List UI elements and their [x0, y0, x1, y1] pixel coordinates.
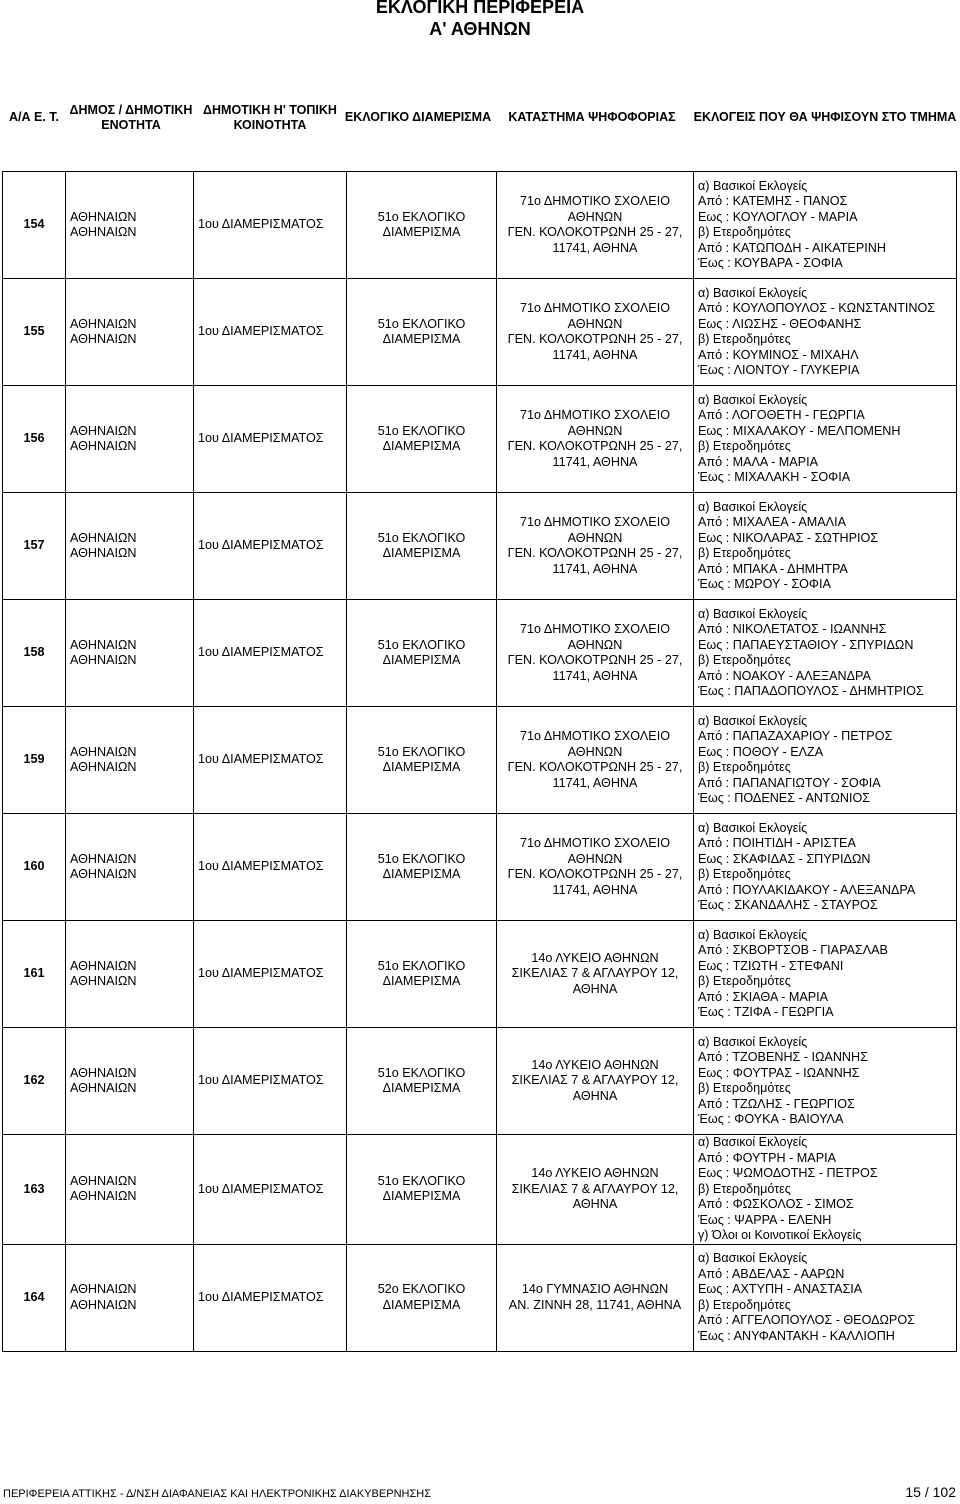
row-unit: 1ου ΔΙΑΜΕΡΙΣΜΑΤΟΣ: [194, 600, 347, 707]
table-row: [3, 1135, 957, 1245]
table-row: [3, 493, 957, 600]
electors-line: Από : ΤΖΩΛΗΣ - ΓΕΩΡΓΙΟΣ: [698, 1096, 855, 1111]
row-municipality: [66, 493, 194, 600]
electors-line: Από : ΣΚΙΑΘΑ - ΜΑΡΙΑ: [698, 989, 829, 1004]
department-line: 51ο ΕΚΛΟΓΙΚΟ: [377, 851, 466, 866]
municipality-line: ΑΘΗΝΑΙΩΝ: [70, 760, 137, 774]
row-electors: [694, 600, 957, 707]
row-electors: [694, 1135, 957, 1245]
place-line: ΑΘΗΝΩΝ: [567, 316, 623, 331]
electors-line: α) Βασικοί Εκλογείς: [698, 820, 808, 835]
row-department: [347, 1028, 497, 1135]
row-unit: 1ου ΔΙΑΜΕΡΙΣΜΑΤΟΣ: [194, 707, 347, 814]
row-municipality: [66, 1028, 194, 1135]
place-line: 11741, ΑΘΗΝΑ: [552, 561, 638, 576]
electors-line: Από : ΜΠΑΚΑ - ΔΗΜΗΤΡΑ: [698, 561, 848, 576]
electors-line: β) Ετεροδημότες: [698, 1181, 791, 1196]
electors-line: Από : ΠΑΠΑΖΑΧΑΡΙΟΥ - ΠΕΤΡΟΣ: [698, 729, 893, 743]
row-electors: [694, 386, 957, 493]
place-line: 71ο ΔΗΜΟΤΙΚΟ ΣΧΟΛΕΙΟ: [520, 729, 670, 743]
electors-line: Εως : ΠΟΘΟΥ - ΕΛΖΑ: [698, 744, 824, 759]
row-polling-place: [497, 1135, 694, 1245]
row-municipality: [66, 1135, 194, 1245]
place-line: 71ο ΔΗΜΟΤΙΚΟ ΣΧΟΛΕΙΟ: [520, 194, 670, 208]
department-line: 51ο ΕΚΛΟΓΙΚΟ: [377, 316, 466, 331]
department-line: ΔΙΑΜΕΡΙΣΜΑ: [382, 867, 461, 881]
row-polling-place: [497, 707, 694, 814]
department-line: ΔΙΑΜΕΡΙΣΜΑ: [382, 1081, 461, 1095]
table-row: [3, 1244, 957, 1351]
place-line: 11741, ΑΘΗΝΑ: [552, 882, 638, 897]
col-header-num: Α/Α Ε. Τ.: [8, 110, 60, 124]
place-line: 11741, ΑΘΗΝΑ: [552, 668, 638, 683]
municipality-line: ΑΘΗΝΑΙΩΝ: [70, 316, 137, 331]
electors-line: Από : ΑΓΓΕΛΟΠΟΥΛΟΣ - ΘΕΟΔΩΡΟΣ: [698, 1313, 915, 1327]
table-row: [3, 600, 957, 707]
electors-line: Από : ΠΟΙΗΤΙΔΗ - ΑΡΙΣΤΕΑ: [698, 836, 856, 850]
electors-line: α) Βασικοί Εκλογείς: [698, 1135, 808, 1149]
electors-line: Έως : ΨΑΡΡΑ - ΕΛΕΝΗ: [698, 1212, 832, 1227]
row-electors: [694, 707, 957, 814]
row-municipality: [66, 921, 194, 1028]
municipality-line: ΑΘΗΝΑΙΩΝ: [70, 439, 137, 453]
department-line: ΔΙΑΜΕΡΙΣΜΑ: [382, 546, 461, 560]
municipality-line: ΑΘΗΝΑΙΩΝ: [70, 1189, 137, 1204]
municipality-line: ΑΘΗΝΑΙΩΝ: [70, 1282, 137, 1296]
row-number: 158: [3, 600, 66, 707]
municipality-line: ΑΘΗΝΑΙΩΝ: [70, 1081, 137, 1095]
row-unit: 1ου ΔΙΑΜΕΡΙΣΜΑΤΟΣ: [194, 921, 347, 1028]
row-number: 164: [3, 1244, 66, 1351]
col-header-electors: ΕΚΛΟΓΕΙΣ ΠΟΥ ΘΑ ΨΗΦΙΣΟΥΝ ΣΤΟ ΤΜΗΜΑ: [693, 110, 957, 124]
place-line: ΣΙΚΕΛΙΑΣ 7 & ΑΓΛΑΥΡΟΥ 12,: [511, 1181, 679, 1196]
electors-line: Εως : ΛΙΩΣΗΣ - ΘΕΟΦΑΝΗΣ: [698, 316, 862, 331]
row-unit: 1ου ΔΙΑΜΕΡΙΣΜΑΤΟΣ: [194, 493, 347, 600]
electors-line: Έως : ΣΚΑΝΔΑΛΗΣ - ΣΤΑΥΡΟΣ: [698, 898, 878, 912]
electors-line: Έως : ΛΙΟΝΤΟΥ - ΓΛΥΚΕΡΙΑ: [698, 363, 860, 377]
place-line: ΓΕΝ. ΚΟΛΟΚΟΤΡΩΝΗ 25 - 27,: [507, 760, 683, 774]
row-number: 159: [3, 707, 66, 814]
municipality-line: ΑΘΗΝΑΙΩΝ: [70, 209, 137, 224]
row-municipality: [66, 172, 194, 279]
place-line: ΑΘΗΝΩΝ: [567, 209, 623, 224]
electors-line: β) Ετεροδημότες: [698, 653, 791, 667]
place-line: ΓΕΝ. ΚΟΛΟΚΟΤΡΩΝΗ 25 - 27,: [507, 439, 683, 453]
electors-line: α) Βασικοί Εκλογείς: [698, 285, 808, 300]
row-unit: 1ου ΔΙΑΜΕΡΙΣΜΑΤΟΣ: [194, 814, 347, 921]
place-line: 71ο ΔΗΜΟΤΙΚΟ ΣΧΟΛΕΙΟ: [520, 515, 670, 529]
row-number: 162: [3, 1028, 66, 1135]
place-line: 11741, ΑΘΗΝΑ: [552, 240, 638, 255]
row-polling-place: [497, 814, 694, 921]
department-line: ΔΙΑΜΕΡΙΣΜΑ: [382, 760, 461, 774]
department-line: 51ο ΕΚΛΟΓΙΚΟ: [377, 423, 466, 438]
row-department: [347, 172, 497, 279]
electors-line: Εως : ΝΙΚΟΛΑΡΑΣ - ΣΩΤΗΡΙΟΣ: [698, 530, 879, 545]
department-line: 52ο ΕΚΛΟΓΙΚΟ: [377, 1282, 466, 1296]
row-polling-place: [497, 1244, 694, 1351]
place-line: ΑΘΗΝΩΝ: [567, 637, 623, 652]
electors-line: Έως : ΜΩΡΟΥ - ΣΟΦΙΑ: [698, 577, 831, 591]
electors-line: α) Βασικοί Εκλογείς: [698, 499, 808, 514]
electors-line: Από : ΦΟΥΤΡΗ - ΜΑΡΙΑ: [698, 1150, 836, 1165]
electors-line: Από : ΚΟΥΛΟΠΟΥΛΟΣ - ΚΩΝΣΤΑΝΤΙΝΟΣ: [698, 301, 936, 315]
electors-line: Εως : ΨΩΜΟΔΟΤΗΣ - ΠΕΤΡΟΣ: [698, 1166, 878, 1180]
col-header-unit: ΔΗΜΟΤΙΚΗ Η' ΤΟΠΙΚΗ ΚΟΙΝΟΤΗΤΑ: [203, 102, 337, 132]
row-municipality: [66, 707, 194, 814]
place-line: 11741, ΑΘΗΝΑ: [552, 454, 638, 469]
table-row: [3, 172, 957, 279]
row-electors: [694, 172, 957, 279]
municipality-line: ΑΘΗΝΑΙΩΝ: [70, 974, 137, 988]
place-line: ΑΘΗΝΩΝ: [567, 744, 623, 759]
electors-line: Έως : ΠΑΠΑΔΟΠΟΥΛΟΣ - ΔΗΜΗΤΡΙΟΣ: [698, 684, 924, 698]
electors-line: β) Ετεροδημότες: [698, 867, 791, 881]
place-line: ΓΕΝ. ΚΟΛΟΚΟΤΡΩΝΗ 25 - 27,: [507, 225, 683, 239]
municipality-line: ΑΘΗΝΑΙΩΝ: [70, 1065, 137, 1080]
electors-line: Έως : ΜΙΧΑΛΑΚΗ - ΣΟΦΙΑ: [698, 470, 851, 484]
department-line: ΔΙΑΜΕΡΙΣΜΑ: [382, 332, 461, 346]
electors-line: Έως : ΦΟΥΚΑ - ΒΑΙΟΥΛΑ: [698, 1112, 844, 1126]
electors-line: Εως : ΦΟΥΤΡΑΣ - ΙΩΑΝΝΗΣ: [698, 1065, 860, 1080]
row-department: [347, 386, 497, 493]
col-header-municipality: ΔΗΜΟΣ / ΔΗΜΟΤΙΚΗ ΕΝΟΤΗΤΑ: [69, 102, 193, 132]
place-line: ΑΘΗΝΩΝ: [567, 530, 623, 545]
department-line: 51ο ΕΚΛΟΓΙΚΟ: [377, 637, 466, 652]
row-department: [347, 707, 497, 814]
municipality-line: ΑΘΗΝΑΙΩΝ: [70, 423, 137, 438]
municipality-line: ΑΘΗΝΑΙΩΝ: [70, 851, 137, 866]
row-department: [347, 921, 497, 1028]
department-line: ΔΙΑΜΕΡΙΣΜΑ: [382, 1297, 461, 1312]
row-electors: [694, 814, 957, 921]
municipality-line: ΑΘΗΝΑΙΩΝ: [70, 530, 137, 545]
place-line: 71ο ΔΗΜΟΤΙΚΟ ΣΧΟΛΕΙΟ: [520, 836, 670, 850]
department-line: 51ο ΕΚΛΟΓΙΚΟ: [377, 1065, 466, 1080]
electors-line: Από : ΝΙΚΟΛΕΤΑΤΟΣ - ΙΩΑΝΝΗΣ: [698, 622, 887, 636]
footer-department: ΠΕΡΙΦΕΡΕΙΑ ΑΤΤΙΚΗΣ - Δ/ΝΣΗ ΔΙΑΦΑΝΕΙΑΣ ΚΑΙ ΗΛΕΚΤΡΟΝΙΚΗΣ ΔΙΑΚΥΒΕΡΝΗΣΗΣ: [3, 1488, 432, 1500]
place-line: ΑΘΗΝΩΝ: [567, 423, 623, 438]
electors-line: Από : ΚΟΥΜΙΝΟΣ - ΜΙΧΑΗΛ: [698, 347, 859, 362]
table-row: [3, 386, 957, 493]
page-subtitle: Α' ΑΘΗΝΩΝ: [429, 19, 531, 39]
row-electors: [694, 921, 957, 1028]
place-line: ΓΕΝ. ΚΟΛΟΚΟΤΡΩΝΗ 25 - 27,: [507, 653, 683, 667]
municipality-line: ΑΘΗΝΑΙΩΝ: [70, 1173, 137, 1188]
row-polling-place: [497, 921, 694, 1028]
electors-line: Εως : ΜΙΧΑΛΑΚΟΥ - ΜΕΛΠΟΜΕΝΗ: [698, 423, 901, 438]
row-number: 161: [3, 921, 66, 1028]
department-line: ΔΙΑΜΕΡΙΣΜΑ: [382, 1189, 461, 1204]
row-unit: 1ου ΔΙΑΜΕΡΙΣΜΑΤΟΣ: [194, 279, 347, 386]
electors-line: β) Ετεροδημότες: [698, 1081, 791, 1095]
electors-line: β) Ετεροδημότες: [698, 760, 791, 774]
department-line: ΔΙΑΜΕΡΙΣΜΑ: [382, 225, 461, 239]
electors-line: Έως : ΠΟΔΕΝΕΣ - ΑΝΤΩΝΙΟΣ: [698, 791, 871, 805]
electors-line: α) Βασικοί Εκλογείς: [698, 1251, 808, 1265]
electors-line: Από : ΦΩΣΚΟΛΟΣ - ΣΙΜΟΣ: [698, 1197, 854, 1211]
electors-line: Εως : ΚΟΥΛΟΓΛΟΥ - ΜΑΡΙΑ: [698, 209, 858, 224]
table-row: [3, 707, 957, 814]
col-header-place: ΚΑΤΑΣΤΗΜΑ ΨΗΦΟΦΟΡΙΑΣ: [508, 110, 676, 124]
page-title: ΕΚΛΟΓΙΚΗ ΠΕΡΙΦΕΡΕΙΑ: [375, 0, 585, 17]
municipality-line: ΑΘΗΝΑΙΩΝ: [70, 225, 137, 239]
row-polling-place: [497, 279, 694, 386]
electors-line: Από : ΤΖΟΒΕΝΗΣ - ΙΩΑΝΝΗΣ: [698, 1050, 868, 1064]
row-electors: [694, 279, 957, 386]
municipality-line: ΑΘΗΝΑΙΩΝ: [70, 744, 137, 759]
electors-line: α) Βασικοί Εκλογείς: [698, 392, 808, 407]
row-municipality: [66, 814, 194, 921]
place-line: ΓΕΝ. ΚΟΛΟΚΟΤΡΩΝΗ 25 - 27,: [507, 332, 683, 346]
municipality-line: ΑΘΗΝΑΙΩΝ: [70, 332, 137, 346]
place-line: ΑΝ. ΖΙΝΝΗ 28, 11741, ΑΘΗΝΑ: [508, 1297, 682, 1312]
row-department: [347, 279, 497, 386]
place-line: 71ο ΔΗΜΟΤΙΚΟ ΣΧΟΛΕΙΟ: [520, 301, 670, 315]
place-line: ΑΘΗΝΩΝ: [567, 851, 623, 866]
electors-line: α) Βασικοί Εκλογείς: [698, 713, 808, 728]
row-department: [347, 1135, 497, 1245]
place-line: 11741, ΑΘΗΝΑ: [552, 775, 638, 790]
row-electors: [694, 1244, 957, 1351]
electors-line: α) Βασικοί Εκλογείς: [698, 178, 808, 193]
row-municipality: [66, 1244, 194, 1351]
row-municipality: [66, 279, 194, 386]
electors-line: Εως : ΑΧΤΥΠΗ - ΑΝΑΣΤΑΣΙΑ: [698, 1282, 863, 1296]
row-polling-place: [497, 600, 694, 707]
place-line: ΑΘΗΝΑ: [572, 1088, 618, 1103]
row-polling-place: [497, 172, 694, 279]
place-line: 14ο ΓΥΜΝΑΣΙΟ ΑΘΗΝΩΝ: [521, 1282, 669, 1296]
row-number: 156: [3, 386, 66, 493]
electors-line: α) Βασικοί Εκλογείς: [698, 1034, 808, 1049]
electors-line: β) Ετεροδημότες: [698, 1297, 791, 1312]
row-polling-place: [497, 1028, 694, 1135]
electors-line: γ) Όλοι οι Κοινοτικοί Εκλογείς: [698, 1228, 862, 1242]
row-number: 154: [3, 172, 66, 279]
table-row: [3, 279, 957, 386]
row-unit: 1ου ΔΙΑΜΕΡΙΣΜΑΤΟΣ: [194, 1244, 347, 1351]
electors-line: Εως : ΠΑΠΑΕΥΣΤΑΘΙΟΥ - ΣΠΥΡΙΔΩΝ: [698, 637, 914, 652]
electors-line: Από : ΚΑΤΕΜΗΣ - ΠΑΝΟΣ: [698, 194, 848, 208]
electors-line: Από : ΑΒΔΕΛΑΣ - ΑΑΡΩΝ: [698, 1266, 845, 1281]
row-unit: 1ου ΔΙΑΜΕΡΙΣΜΑΤΟΣ: [194, 1028, 347, 1135]
row-unit: 1ου ΔΙΑΜΕΡΙΣΜΑΤΟΣ: [194, 1135, 347, 1245]
electors-line: Εως : ΣΚΑΦΙΔΑΣ - ΣΠΥΡΙΔΩΝ: [698, 851, 871, 866]
electors-line: β) Ετεροδημότες: [698, 439, 791, 453]
electors-line: β) Ετεροδημότες: [698, 546, 791, 560]
row-department: [347, 600, 497, 707]
electors-line: Από : ΜΙΧΑΛΕΑ - ΑΜΑΛΙΑ: [698, 515, 846, 529]
department-line: ΔΙΑΜΕΡΙΣΜΑ: [382, 974, 461, 988]
place-line: 14ο ΛΥΚΕΙΟ ΑΘΗΝΩΝ: [531, 1166, 659, 1180]
electors-line: β) Ετεροδημότες: [698, 332, 791, 346]
electors-line: Από : ΣΚΒΟΡΤΣΟΒ - ΓΙΑΡΑΣΛΑΒ: [698, 943, 888, 957]
electors-line: Έως : ΑΝΥΦΑΝΤΑΚΗ - ΚΑΛΛΙΟΠΗ: [698, 1328, 895, 1343]
electors-line: Έως : ΚΟΥΒΑΡΑ - ΣΟΦΙΑ: [698, 256, 843, 270]
electors-line: Από : ΠΟΥΛΑΚΙΔΑΚΟΥ - ΑΛΕΞΑΝΔΡΑ: [698, 882, 916, 897]
place-line: ΑΘΗΝΑ: [572, 981, 618, 996]
row-number: 157: [3, 493, 66, 600]
place-line: ΣΙΚΕΛΙΑΣ 7 & ΑΓΛΑΥΡΟΥ 12,: [511, 1073, 679, 1088]
row-electors: [694, 493, 957, 600]
col-header-department: ΕΚΛΟΓΙΚΟ ΔΙΑΜΕΡΙΣΜΑ: [344, 110, 492, 124]
place-line: ΣΙΚΕΛΙΑΣ 7 & ΑΓΛΑΥΡΟΥ 12,: [511, 966, 679, 981]
row-polling-place: [497, 386, 694, 493]
municipality-line: ΑΘΗΝΑΙΩΝ: [70, 867, 137, 881]
row-electors: [694, 1028, 957, 1135]
place-line: 71ο ΔΗΜΟΤΙΚΟ ΣΧΟΛΕΙΟ: [520, 622, 670, 636]
row-department: [347, 814, 497, 921]
department-line: 51ο ΕΚΛΟΓΙΚΟ: [377, 209, 466, 224]
municipality-line: ΑΘΗΝΑΙΩΝ: [70, 958, 137, 973]
place-line: ΓΕΝ. ΚΟΛΟΚΟΤΡΩΝΗ 25 - 27,: [507, 867, 683, 881]
row-municipality: [66, 600, 194, 707]
table-row: [3, 1028, 957, 1135]
row-department: [347, 493, 497, 600]
municipality-line: ΑΘΗΝΑΙΩΝ: [70, 1297, 137, 1312]
electors-line: β) Ετεροδημότες: [698, 225, 791, 239]
row-municipality: [66, 386, 194, 493]
electors-line: α) Βασικοί Εκλογείς: [698, 927, 808, 942]
row-number: 155: [3, 279, 66, 386]
place-line: ΑΘΗΝΑ: [572, 1197, 618, 1211]
table-row: [3, 814, 957, 921]
electors-line: Από : ΜΑΛΑ - ΜΑΡΙΑ: [698, 454, 818, 469]
electors-line: Εως : ΤΖΙΩΤΗ - ΣΤΕΦΑΝΙ: [698, 958, 844, 973]
electors-line: Από : ΝΟΑΚΟΥ - ΑΛΕΞΑΝΔΡΑ: [698, 668, 871, 683]
municipality-line: ΑΘΗΝΑΙΩΝ: [70, 653, 137, 667]
department-line: 51ο ΕΚΛΟΓΙΚΟ: [377, 530, 466, 545]
place-line: 71ο ΔΗΜΟΤΙΚΟ ΣΧΟΛΕΙΟ: [520, 408, 670, 422]
place-line: 14ο ΛΥΚΕΙΟ ΑΘΗΝΩΝ: [531, 1057, 659, 1072]
department-line: 51ο ΕΚΛΟΓΙΚΟ: [377, 958, 466, 973]
row-unit: 1ου ΔΙΑΜΕΡΙΣΜΑΤΟΣ: [194, 386, 347, 493]
municipality-line: ΑΘΗΝΑΙΩΝ: [70, 637, 137, 652]
elections-table: [2, 171, 957, 1352]
electors-line: Έως : ΤΖΙΦΑ - ΓΕΩΡΓΙΑ: [698, 1005, 834, 1019]
place-line: 11741, ΑΘΗΝΑ: [552, 347, 638, 362]
row-department: [347, 1244, 497, 1351]
electors-line: Από : ΛΟΓΟΘΕΤΗ - ΓΕΩΡΓΙΑ: [698, 408, 865, 422]
department-line: 51ο ΕΚΛΟΓΙΚΟ: [377, 744, 466, 759]
place-line: 14ο ΛΥΚΕΙΟ ΑΘΗΝΩΝ: [531, 950, 659, 965]
column-headers: [0, 95, 960, 140]
municipality-line: ΑΘΗΝΑΙΩΝ: [70, 546, 137, 560]
electors-line: β) Ετεροδημότες: [698, 974, 791, 988]
electors-line: α) Βασικοί Εκλογείς: [698, 606, 808, 621]
department-line: 51ο ΕΚΛΟΓΙΚΟ: [377, 1173, 466, 1188]
department-line: ΔΙΑΜΕΡΙΣΜΑ: [382, 653, 461, 667]
electors-line: Από : ΠΑΠΑΝΑΓΙΩΤΟΥ - ΣΟΦΙΑ: [698, 775, 881, 790]
department-line: ΔΙΑΜΕΡΙΣΜΑ: [382, 439, 461, 453]
table-row: [3, 921, 957, 1028]
row-number: 163: [3, 1135, 66, 1245]
row-unit: 1ου ΔΙΑΜΕΡΙΣΜΑΤΟΣ: [194, 172, 347, 279]
row-polling-place: [497, 493, 694, 600]
row-number: 160: [3, 814, 66, 921]
page-number: 15 / 102: [905, 1484, 956, 1500]
place-line: ΓΕΝ. ΚΟΛΟΚΟΤΡΩΝΗ 25 - 27,: [507, 546, 683, 560]
electors-line: Από : ΚΑΤΩΠΟΔΗ - ΑΙΚΑΤΕΡΙΝΗ: [698, 240, 886, 255]
